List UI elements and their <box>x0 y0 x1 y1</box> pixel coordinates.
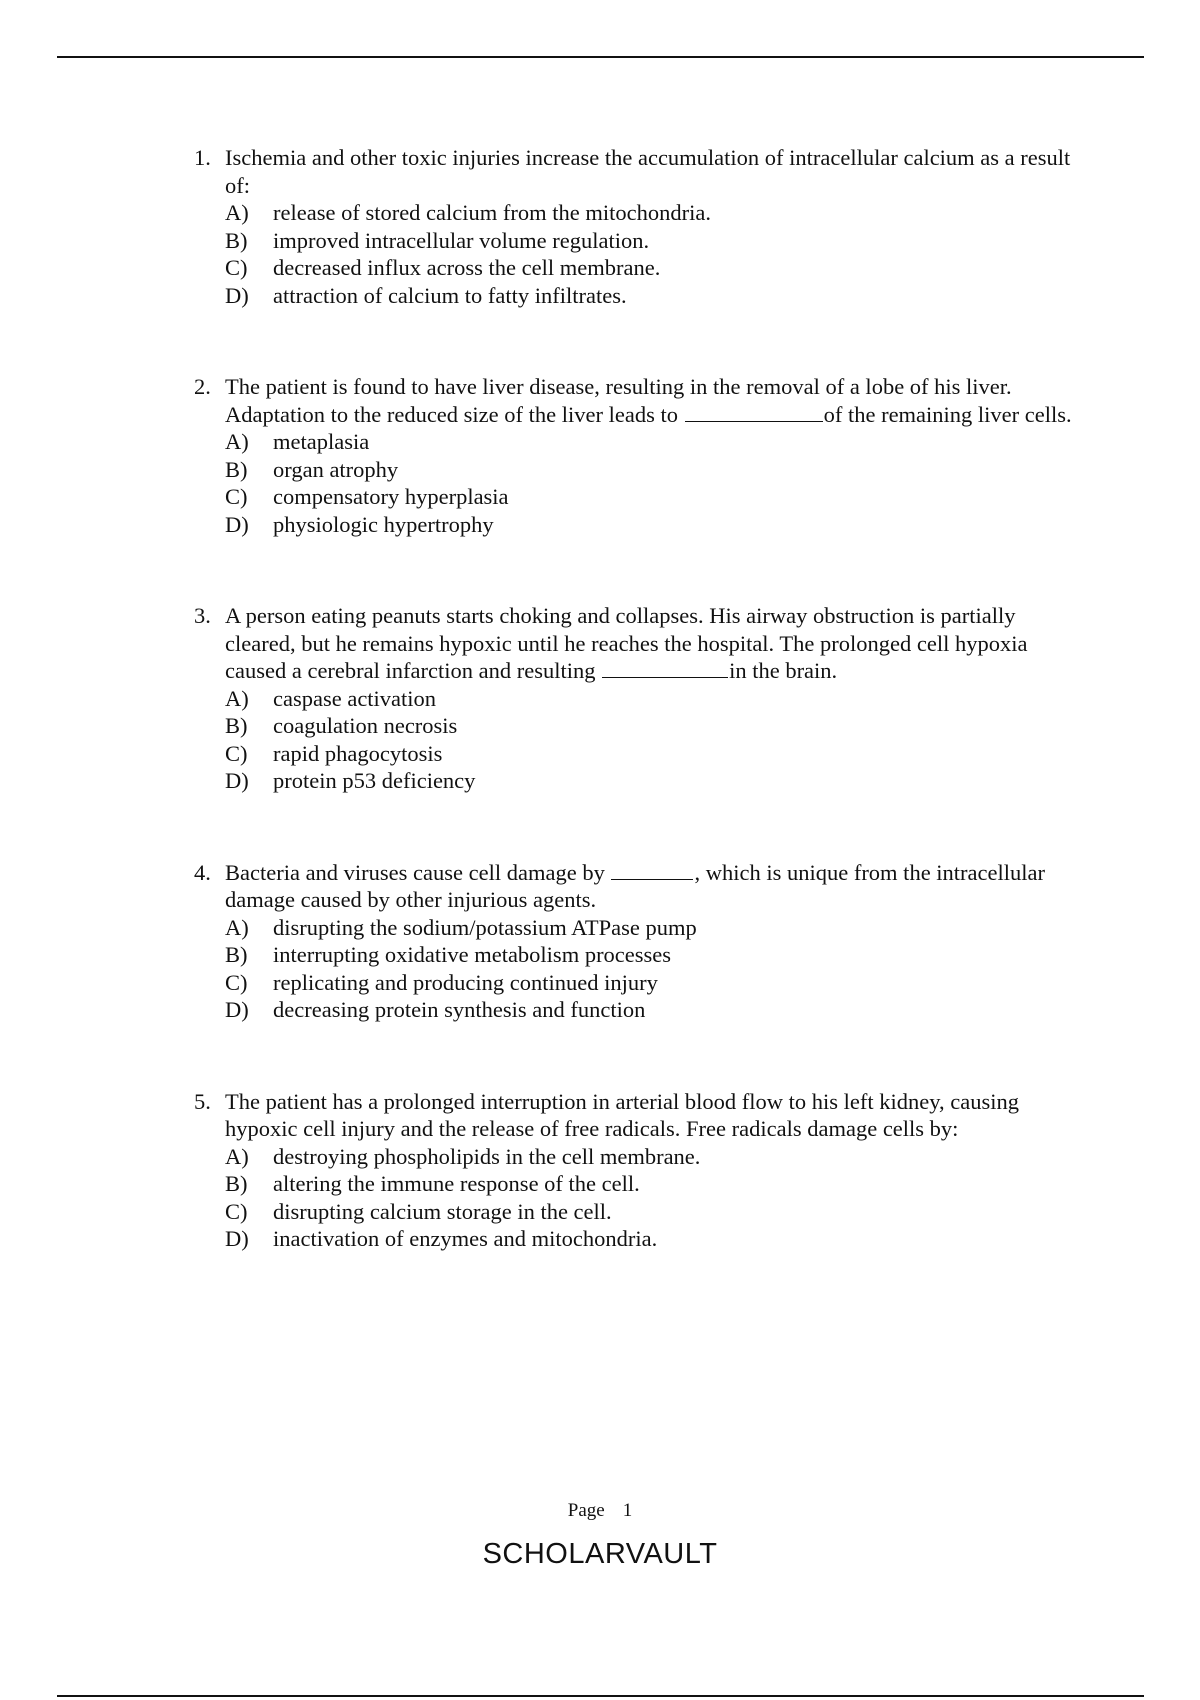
option-a[interactable]: A) destroying phospholipids in the cell membrane. <box>225 1143 701 1169</box>
option-d[interactable]: D) protein p53 deficiency <box>225 768 476 793</box>
question-stem: The patient is found to have liver disease, resulting in the removal of a lobe of his liver. Adaptation to the reduced size of the liver leads to of the remaining liver cells. <box>225 374 1072 427</box>
question-stem: Bacteria and viruses cause cell damage by , which is unique from the intracellular damage caused by other injurious agents. <box>225 859 1045 912</box>
page-label: Page <box>567 1500 605 1521</box>
answer-blank <box>685 403 823 422</box>
option-list <box>194 914 1084 1024</box>
top-rule <box>57 56 1144 58</box>
answer-blank <box>602 659 728 678</box>
question-stem: A person eating peanuts starts choking and collapses. His airway obstruction is partially cleared, but he remains hypoxic until he reaches the hospital. The prolonged cell hypoxia caused a cerebral infarction and resulting in the brain. <box>225 603 1028 683</box>
option-a[interactable]: A) metaplasia <box>225 429 370 454</box>
question-number: 3. <box>194 603 211 628</box>
question-4 <box>194 859 1084 1024</box>
question-1 <box>194 144 1084 309</box>
question-number: 4. <box>194 859 211 885</box>
option-d[interactable]: D) physiologic hypertrophy <box>225 511 494 537</box>
question-stem: Ischemia and other toxic injuries increase the accumulation of intracellular calcium as a result of: <box>225 145 1071 198</box>
option-list <box>194 1143 1084 1253</box>
option-c[interactable]: C) compensatory hyperplasia <box>225 484 509 509</box>
bottom-rule <box>57 1695 1144 1697</box>
page-footer <box>0 1500 1200 1522</box>
option-c[interactable]: C) disrupting calcium storage in the cell. <box>225 1198 612 1224</box>
option-list <box>194 199 1084 309</box>
option-b[interactable]: B) coagulation necrosis <box>225 713 458 738</box>
question-list <box>194 144 1084 1317</box>
question-stem: The patient has a prolonged interruption in arterial blood flow to his left kidney, causing hypoxic cell injury and the release of free radicals. Free radicals damage cells by: <box>225 1088 1019 1141</box>
question-2 <box>194 373 1084 538</box>
option-a[interactable]: A) disrupting the sodium/potassium ATPase pump <box>225 914 697 940</box>
option-a[interactable]: A) caspase activation <box>225 685 437 711</box>
question-number: 1. <box>194 145 211 170</box>
option-b[interactable]: B) organ atrophy <box>225 456 399 482</box>
answer-blank <box>611 861 693 880</box>
option-d[interactable]: D) inactivation of enzymes and mitochondria. <box>225 1226 658 1251</box>
option-c[interactable]: C) rapid phagocytosis <box>225 740 443 766</box>
question-5 <box>194 1088 1084 1253</box>
option-a[interactable]: A) release of stored calcium from the mitochondria. <box>225 200 711 225</box>
option-b[interactable]: B) altering the immune response of the cell. <box>225 1171 640 1196</box>
brand-watermark: SCHOLARVAULT <box>482 1538 718 1570</box>
page-number: 1 <box>622 1500 633 1521</box>
option-c[interactable]: C) decreased influx across the cell membrane. <box>225 255 661 280</box>
option-c[interactable]: C) replicating and producing continued injury <box>225 969 658 995</box>
option-list <box>194 428 1084 538</box>
option-d[interactable]: D) attraction of calcium to fatty infiltrates. <box>225 282 627 308</box>
option-b[interactable]: B) improved intracellular volume regulation. <box>225 227 650 253</box>
option-d[interactable]: D) decreasing protein synthesis and function <box>225 997 646 1022</box>
question-3 <box>194 602 1084 795</box>
question-number: 2. <box>194 374 211 399</box>
question-number: 5. <box>194 1088 211 1114</box>
option-list <box>194 685 1084 795</box>
option-b[interactable]: B) interrupting oxidative metabolism processes <box>225 942 672 967</box>
